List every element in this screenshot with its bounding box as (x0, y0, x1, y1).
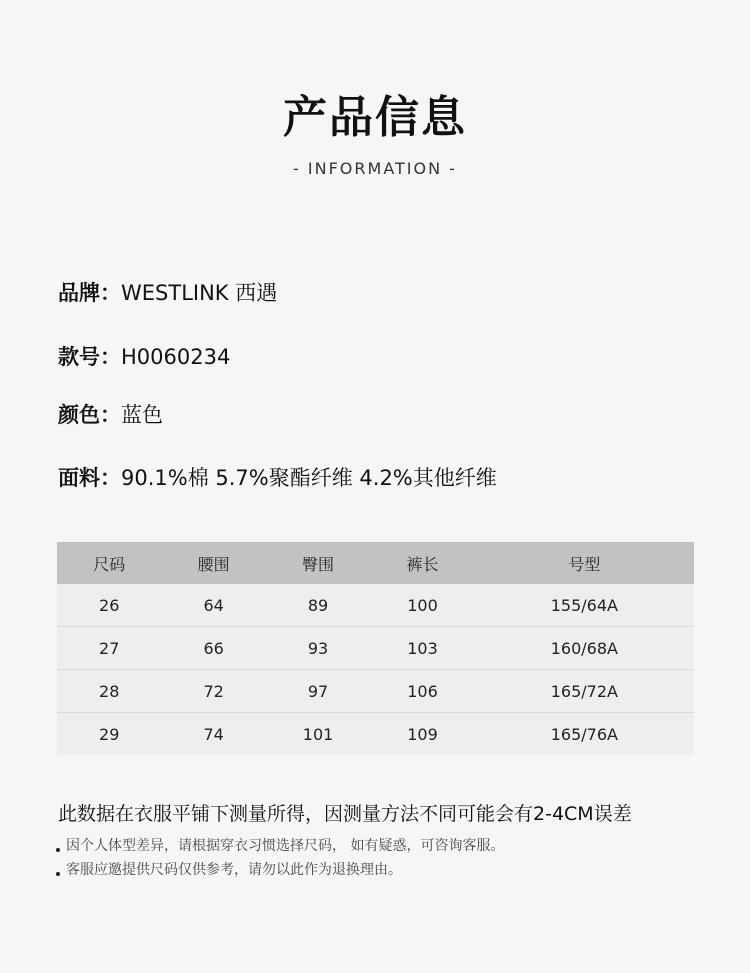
size-table (57, 542, 694, 755)
style-number-label: 款号： (58, 345, 121, 369)
table-row (57, 713, 694, 756)
info-row-brand (58, 278, 277, 308)
table-cell: 26 (57, 584, 161, 627)
table-cell: 93 (266, 627, 370, 670)
bullet-icon (56, 848, 60, 852)
table-row (57, 627, 694, 670)
header-size: 尺码 (57, 542, 161, 584)
brand-value: WESTLINK 西遇 (121, 281, 278, 305)
color-label: 颜色： (58, 403, 121, 427)
fabric-value: 90.1%棉 5.7%聚酯纤维 4.2%其他纤维 (121, 466, 497, 490)
table-cell: 64 (161, 584, 265, 627)
table-cell: 27 (57, 627, 161, 670)
header-fit-code: 号型 (475, 542, 694, 584)
note-item (56, 836, 504, 856)
table-cell: 106 (370, 670, 474, 713)
note-text: 因个人体型差异，请根据穿衣习惯选择尺码， 如有疑惑，可咨询客服。 (66, 838, 505, 854)
fabric-label: 面料： (58, 466, 121, 490)
table-cell: 165/76A (475, 713, 694, 756)
table-cell: 101 (266, 713, 370, 756)
info-row-style-number (58, 342, 230, 372)
style-number-value: H0060234 (121, 345, 231, 369)
info-row-color (58, 400, 163, 430)
table-header-row (57, 542, 694, 584)
table-cell: 103 (370, 627, 474, 670)
header-hip: 臀围 (266, 542, 370, 584)
header-waist: 腰围 (161, 542, 265, 584)
page-title: 产品信息 (283, 92, 467, 143)
note-text: 客服应邀提供尺码仅供参考，请勿以此作为退换理由。 (66, 862, 402, 878)
table-row (57, 584, 694, 627)
table-cell: 165/72A (475, 670, 694, 713)
table-cell: 66 (161, 627, 265, 670)
info-row-fabric (58, 463, 497, 493)
note-item (56, 860, 402, 880)
table-cell: 29 (57, 713, 161, 756)
color-value: 蓝色 (121, 403, 163, 427)
table-cell: 100 (370, 584, 474, 627)
table-cell: 109 (370, 713, 474, 756)
header-length: 裤长 (370, 542, 474, 584)
table-cell: 89 (266, 584, 370, 627)
table-row (57, 670, 694, 713)
table-cell: 28 (57, 670, 161, 713)
measurement-notice: 此数据在衣服平铺下测量所得，因测量方法不同可能会有2-4CM误差 (58, 803, 632, 825)
table-cell: 97 (266, 670, 370, 713)
table-cell: 74 (161, 713, 265, 756)
table-cell: 72 (161, 670, 265, 713)
page-subtitle: - INFORMATION - (293, 159, 457, 178)
table-cell: 155/64A (475, 584, 694, 627)
table-cell: 160/68A (475, 627, 694, 670)
brand-label: 品牌： (58, 281, 121, 305)
bullet-icon (56, 872, 60, 876)
